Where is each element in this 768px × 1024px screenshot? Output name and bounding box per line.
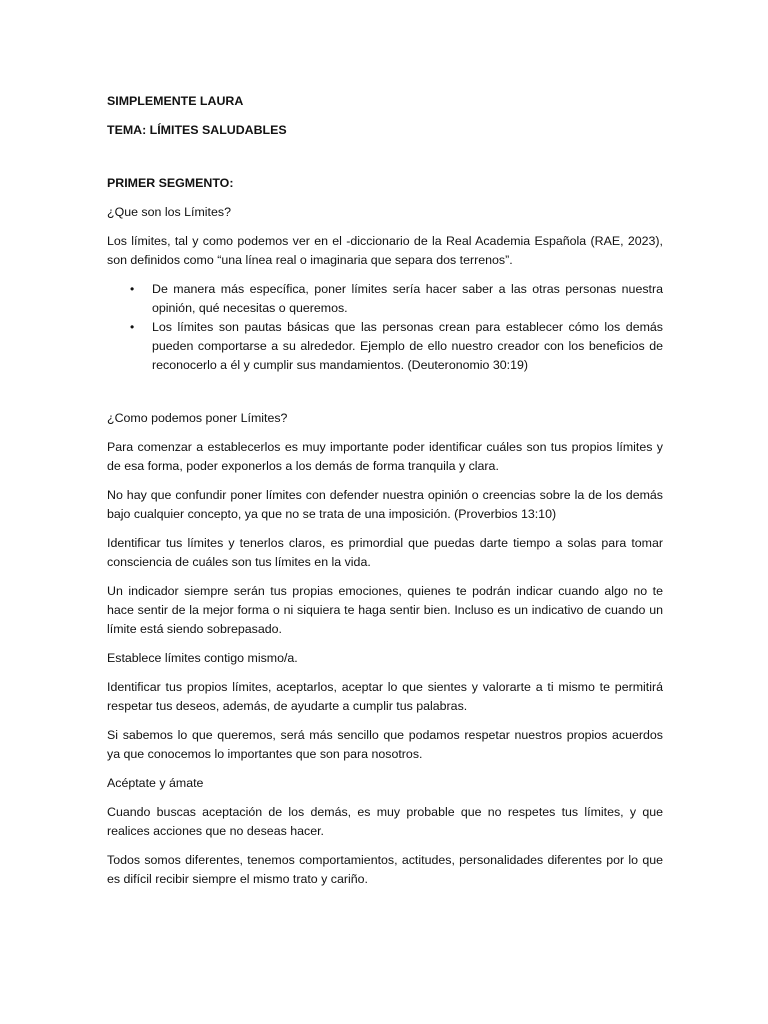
paragraph: Identificar tus propios límites, aceptarlos, aceptar lo que sientes y valorarte a ti mismo te permitirá respetar tus deseos, además, de ayudarte a cumplir tus palabras.	[107, 680, 663, 713]
list-item	[107, 280, 663, 318]
paragraph-definition: Los límites, tal y como podemos ver en el -diccionario de la Real Academia Española (RAE, 2023), son definidos como “una línea real o imaginaria que separa dos terrenos”.	[107, 234, 663, 267]
paragraph: Todos somos diferentes, tenemos comportamientos, actitudes, personalidades diferentes por lo que es difícil recibir siempre el mismo trato y cariño.	[107, 853, 663, 886]
paragraph: Cuando buscas aceptación de los demás, es muy probable que no respetes tus límites, y que realices acciones que no deseas hacer.	[107, 805, 663, 838]
paragraph-subheading: Establece límites contigo mismo/a.	[107, 651, 298, 665]
bullet-icon: •	[130, 320, 135, 334]
bullet-text: Los límites son pautas básicas que las personas crean para establecer cómo los demás pueden comportarse a su alrededor. Ejemplo de ello nuestro creador con los beneficios de reconocerlo a él y cumplir sus mandamientos. (Deuteronomio 30:19)	[152, 320, 663, 372]
paragraph: Si sabemos lo que queremos, será más sencillo que podamos respetar nuestros propios acuerdos ya que conocemos lo importantes que son para nosotros.	[107, 728, 663, 761]
topic-title: TEMA: LÍMITES SALUDABLES	[107, 123, 287, 137]
bullet-list	[107, 280, 663, 375]
bullet-text: De manera más específica, poner límites sería hacer saber a las otras personas nuestra opinión, qué necesitas o queremos.	[152, 282, 663, 315]
bullet-icon: •	[130, 282, 135, 296]
paragraph: No hay que confundir poner límites con defender nuestra opinión o creencias sobre la de los demás bajo cualquier concepto, ya que no se trata de una imposición. (Proverbios 13:10)	[107, 488, 663, 521]
list-item	[107, 318, 663, 375]
question-heading-1: ¿Que son los Límites?	[107, 205, 231, 219]
paragraph: Para comenzar a establecerlos es muy importante poder identificar cuáles son tus propios límites y de esa forma, poder exponerlos a los demás de forma tranquila y clara.	[107, 440, 663, 473]
program-title: SIMPLEMENTE LAURA	[107, 94, 244, 108]
paragraph: Identificar tus límites y tenerlos claros, es primordial que puedas darte tiempo a solas para tomar consciencia de cuáles son tus límites en la vida.	[107, 536, 663, 569]
question-heading-2: ¿Como podemos poner Límites?	[107, 411, 288, 425]
paragraph: Un indicador siempre serán tus propias emociones, quienes te podrán indicar cuando algo no te hace sentir de la mejor forma o ni siquiera te haga sentir bien. Incluso es un indicativo de cuando un límite está siendo sobrepasado.	[107, 584, 663, 636]
document-page	[107, 92, 663, 899]
segment-title: PRIMER SEGMENTO:	[107, 176, 234, 190]
paragraph-subheading: Acéptate y ámate	[107, 776, 204, 790]
